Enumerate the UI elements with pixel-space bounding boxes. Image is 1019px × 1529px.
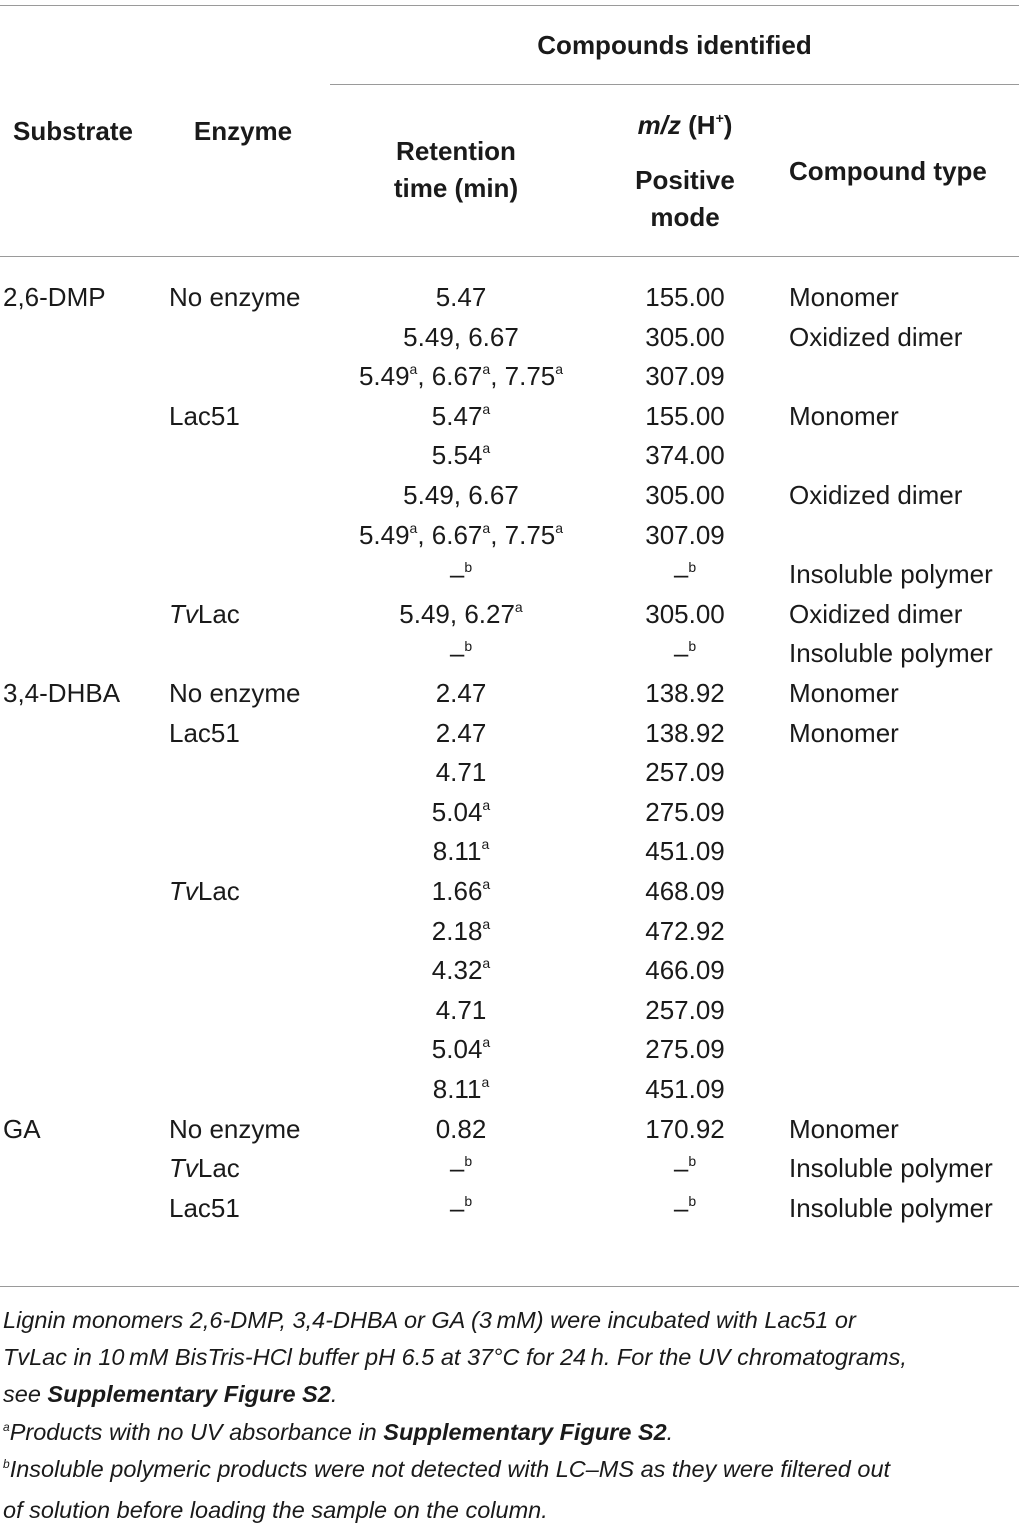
cell-retention-time: [330, 595, 592, 639]
retention-value: 2.47: [435, 717, 487, 748]
cell-retention-time: [330, 634, 592, 678]
retention-value: , 6.67: [417, 361, 483, 392]
footnote-mark: a: [481, 1074, 490, 1090]
retention-value: 5.49: [358, 361, 410, 392]
cell-retention-time: [330, 278, 592, 318]
footnote-mark: a: [482, 519, 491, 536]
cell-compound-type: Monomer: [789, 717, 899, 748]
footnote-see: see: [3, 1381, 48, 1407]
cell-retention-time: [330, 753, 592, 793]
footnote-mark: a: [482, 915, 491, 932]
cell-mz: [595, 872, 775, 912]
footnote-b-line1: [3, 1451, 1013, 1492]
retention-value: 5.47: [431, 400, 483, 431]
header-retention-time: [330, 133, 582, 207]
mz-value: 466.09: [645, 955, 725, 986]
retention-value: –: [449, 1192, 465, 1223]
footnote-mark: a: [555, 361, 564, 378]
cell-retention-time: [330, 793, 592, 837]
footnote-mark: b: [688, 1192, 697, 1209]
enzyme-rest: Lac: [197, 1153, 240, 1184]
retention-value: –: [449, 1153, 465, 1184]
footnote-main-line2: TvLac in 10 mM BisTris-HCl buffer pH 6.5 at 37°C for 24 h. For the UV chromatograms,: [3, 1344, 907, 1370]
mz-value: 374.00: [645, 440, 725, 471]
footnote-main-line1: Lignin monomers 2,6-DMP, 3,4-DHBA or GA (3 mM) were incubated with Lac51 or: [3, 1307, 856, 1333]
header-mz-line1: [595, 107, 775, 148]
cell-retention-time: [330, 1149, 592, 1193]
cell-retention-time: [330, 397, 592, 441]
cell-retention-time: [330, 318, 592, 358]
cell-retention-time: [330, 951, 592, 995]
mz-italic: m/z: [637, 110, 681, 140]
footnote-a-link: Supplementary Figure S2: [383, 1419, 667, 1445]
cell-retention-time: [330, 555, 592, 599]
mz-value: 155.00: [645, 282, 725, 312]
cell-compound-type: Monomer: [789, 678, 899, 708]
mz-value: 451.09: [645, 836, 725, 867]
retention-value: 4.32: [431, 955, 483, 986]
cell-mz: [595, 912, 775, 952]
enzyme-rest: Lac: [197, 598, 240, 629]
footnote-mark: a: [555, 519, 564, 536]
footnote-mark: b: [688, 638, 697, 655]
cell-retention-time: [330, 714, 592, 754]
retention-value: 5.49, 6.67: [403, 480, 519, 510]
retention-value: , 7.75: [490, 361, 556, 392]
mz-value: 138.92: [645, 717, 725, 748]
enzyme-rest: Lac: [197, 876, 240, 906]
footnote-main-line3: [3, 1376, 1013, 1413]
cell-enzyme: Lac51: [169, 1192, 240, 1223]
cell-retention-time: [330, 991, 592, 1031]
footnote-b-marker: b: [3, 1457, 10, 1471]
cell-enzyme: [169, 872, 240, 912]
retention-value: 8.11: [432, 1074, 482, 1104]
cell-enzyme: [169, 595, 240, 635]
retention-value: –: [449, 559, 465, 590]
header-mz-line2: Positive: [635, 165, 735, 195]
mz-value: 170.92: [645, 1113, 725, 1144]
cell-mz: [595, 634, 775, 678]
footnote-b: [3, 1451, 1013, 1529]
header-retention-line2: time (min): [393, 173, 519, 203]
mz-value: 257.09: [645, 757, 725, 788]
mz-value: 307.09: [645, 519, 725, 550]
mz-value: 155.00: [645, 400, 725, 431]
cell-enzyme: [169, 1149, 240, 1189]
cell-mz: [595, 1149, 775, 1193]
cell-retention-time: [330, 1070, 592, 1114]
mz-value: 305.00: [645, 321, 725, 352]
retention-value: 5.49, 6.67: [403, 321, 519, 352]
retention-value: –: [449, 638, 465, 669]
footnote-a-marker: a: [3, 1420, 10, 1434]
retention-value: 4.71: [435, 994, 487, 1025]
mz-value: 305.00: [645, 598, 725, 629]
footnote-mark: a: [482, 440, 491, 457]
cell-compound-type: Monomer: [789, 1113, 899, 1144]
mz-suffix: (H: [680, 110, 716, 140]
footnote-mark: b: [464, 1153, 473, 1170]
mz-value: 275.09: [645, 1034, 725, 1065]
footnote-mark: b: [688, 1153, 697, 1170]
retention-value: 8.11: [432, 836, 482, 867]
retention-value: 2.47: [435, 678, 487, 708]
enzyme-italic: Tv: [169, 598, 198, 629]
mz-value: –: [673, 559, 689, 590]
header-retention-line1: Retention: [396, 136, 516, 166]
footnote-mark: a: [482, 955, 491, 972]
cell-mz: [595, 357, 775, 397]
footnote-b-text-1: Insoluble polymeric products were not detected with LC–MS as they were filtered out: [9, 1456, 891, 1482]
mz-value: –: [673, 1192, 689, 1223]
footnote-mark: a: [409, 361, 418, 378]
cell-substrate: 3,4-DHBA: [3, 678, 121, 708]
retention-value: 4.71: [435, 757, 487, 788]
footnote-mark: b: [464, 1192, 473, 1209]
cell-enzyme: No enzyme: [169, 1113, 301, 1144]
footnote-mark: b: [464, 638, 473, 655]
enzyme-italic: Tv: [169, 876, 198, 906]
footnote-a-text: Products with no UV absorbance in: [9, 1419, 384, 1445]
cell-compound-type: Oxidized dimer: [789, 598, 963, 629]
footnote-link-s2: Supplementary Figure S2: [47, 1381, 331, 1407]
footnote-main: [3, 1302, 1013, 1413]
cell-mz: [595, 991, 775, 1031]
retention-value: 5.47: [435, 282, 487, 312]
mz-value: 257.09: [645, 994, 725, 1025]
cell-retention-time: [330, 912, 592, 956]
cell-mz: [595, 753, 775, 793]
retention-value: , 7.75: [490, 519, 556, 550]
footnote-mark: a: [482, 876, 491, 892]
cell-mz: [595, 714, 775, 754]
cell-enzyme: No enzyme: [169, 678, 301, 708]
mz-close: ): [723, 110, 733, 140]
retention-value: 1.66: [431, 876, 483, 906]
cell-retention-time: [330, 872, 592, 916]
mz-value: –: [673, 638, 689, 669]
cell-compound-type: Insoluble polymer: [789, 559, 993, 590]
footnote-mark: a: [481, 836, 490, 853]
header-compounds-identified: Compounds identified: [537, 30, 812, 60]
cell-compound-type: Monomer: [789, 282, 899, 312]
footnote-mark: b: [688, 559, 697, 576]
cell-substrate: 2,6-DMP: [3, 282, 106, 312]
mz-value: 138.92: [645, 678, 725, 708]
header-mz: [595, 107, 775, 236]
cell-mz: [595, 436, 775, 476]
cell-mz: [595, 1070, 775, 1110]
cell-mz: [595, 278, 775, 318]
cell-mz: [595, 793, 775, 833]
footnote-b-line2: of solution before loading the sample on the column.: [3, 1497, 548, 1523]
cell-mz: [595, 674, 775, 714]
mz-value: 472.92: [645, 915, 725, 946]
header-mz-line3: mode: [650, 202, 720, 232]
cell-compound-type: Monomer: [789, 400, 899, 431]
retention-value: 5.54: [431, 440, 483, 471]
cell-compound-type: Insoluble polymer: [789, 638, 993, 669]
cell-mz: [595, 832, 775, 872]
enzyme-italic: Tv: [169, 1153, 198, 1184]
footnote-mark: a: [482, 400, 491, 417]
mz-value: –: [673, 1153, 689, 1184]
cell-mz: [595, 397, 775, 437]
mz-value: 275.09: [645, 796, 725, 827]
mz-value: 307.09: [645, 361, 725, 392]
retention-value: 5.49: [358, 519, 410, 550]
footnote-mark: a: [482, 1034, 491, 1051]
footnote-mark: a: [482, 796, 491, 813]
cell-retention-time: [330, 674, 592, 714]
retention-value: 5.04: [431, 1034, 483, 1065]
table-bottom-rule: [0, 1286, 1019, 1287]
mz-value: 451.09: [645, 1074, 725, 1104]
retention-value: 2.18: [431, 915, 483, 946]
footnote-mark: a: [482, 361, 491, 378]
cell-retention-time: [330, 1030, 592, 1074]
cell-retention-time: [330, 516, 592, 560]
cell-enzyme: No enzyme: [169, 282, 301, 312]
cell-compound-type: Insoluble polymer: [789, 1153, 993, 1184]
cell-compound-type: Oxidized dimer: [789, 321, 963, 352]
cell-mz: [595, 516, 775, 556]
cell-compound-type: Insoluble polymer: [789, 1192, 993, 1223]
header-substrate: Substrate: [13, 116, 133, 146]
footnote-period: .: [330, 1381, 338, 1407]
mz-value: 468.09: [645, 876, 725, 906]
header-enzyme: Enzyme: [193, 116, 293, 146]
retention-value: , 6.67: [417, 519, 483, 550]
footnote-mark: a: [409, 519, 418, 536]
footnote-a: [3, 1414, 1013, 1455]
retention-value: 5.49, 6.27: [399, 598, 515, 629]
retention-value: 5.04: [431, 796, 483, 827]
cell-substrate: GA: [3, 1113, 41, 1144]
footnote-a-end: .: [666, 1419, 674, 1445]
top-rule: [0, 5, 1019, 6]
cell-mz: [595, 1110, 775, 1150]
cell-mz: [595, 1189, 775, 1233]
cell-retention-time: [330, 1189, 592, 1233]
cell-mz: [595, 318, 775, 358]
cell-retention-time: [330, 1110, 592, 1150]
footnote-mark: b: [464, 559, 473, 576]
cell-enzyme: Lac51: [169, 400, 240, 431]
cell-retention-time: [330, 357, 592, 401]
cell-retention-time: [330, 436, 592, 480]
cell-retention-time: [330, 476, 592, 516]
cell-mz: [595, 595, 775, 635]
header-compound-type: Compound type: [789, 156, 987, 186]
cell-enzyme: Lac51: [169, 717, 240, 748]
cell-mz: [595, 1030, 775, 1070]
cell-mz: [595, 951, 775, 991]
cell-compound-type: Oxidized dimer: [789, 480, 963, 510]
group-rule: [330, 84, 1019, 85]
mz-sup: +: [715, 110, 724, 126]
footnote-mark: a: [514, 598, 523, 615]
cell-retention-time: [330, 832, 592, 876]
mz-value: 305.00: [645, 480, 725, 510]
cell-mz: [595, 476, 775, 516]
retention-value: 0.82: [435, 1113, 487, 1144]
cell-mz: [595, 555, 775, 599]
header-bottom-rule: [0, 256, 1019, 257]
